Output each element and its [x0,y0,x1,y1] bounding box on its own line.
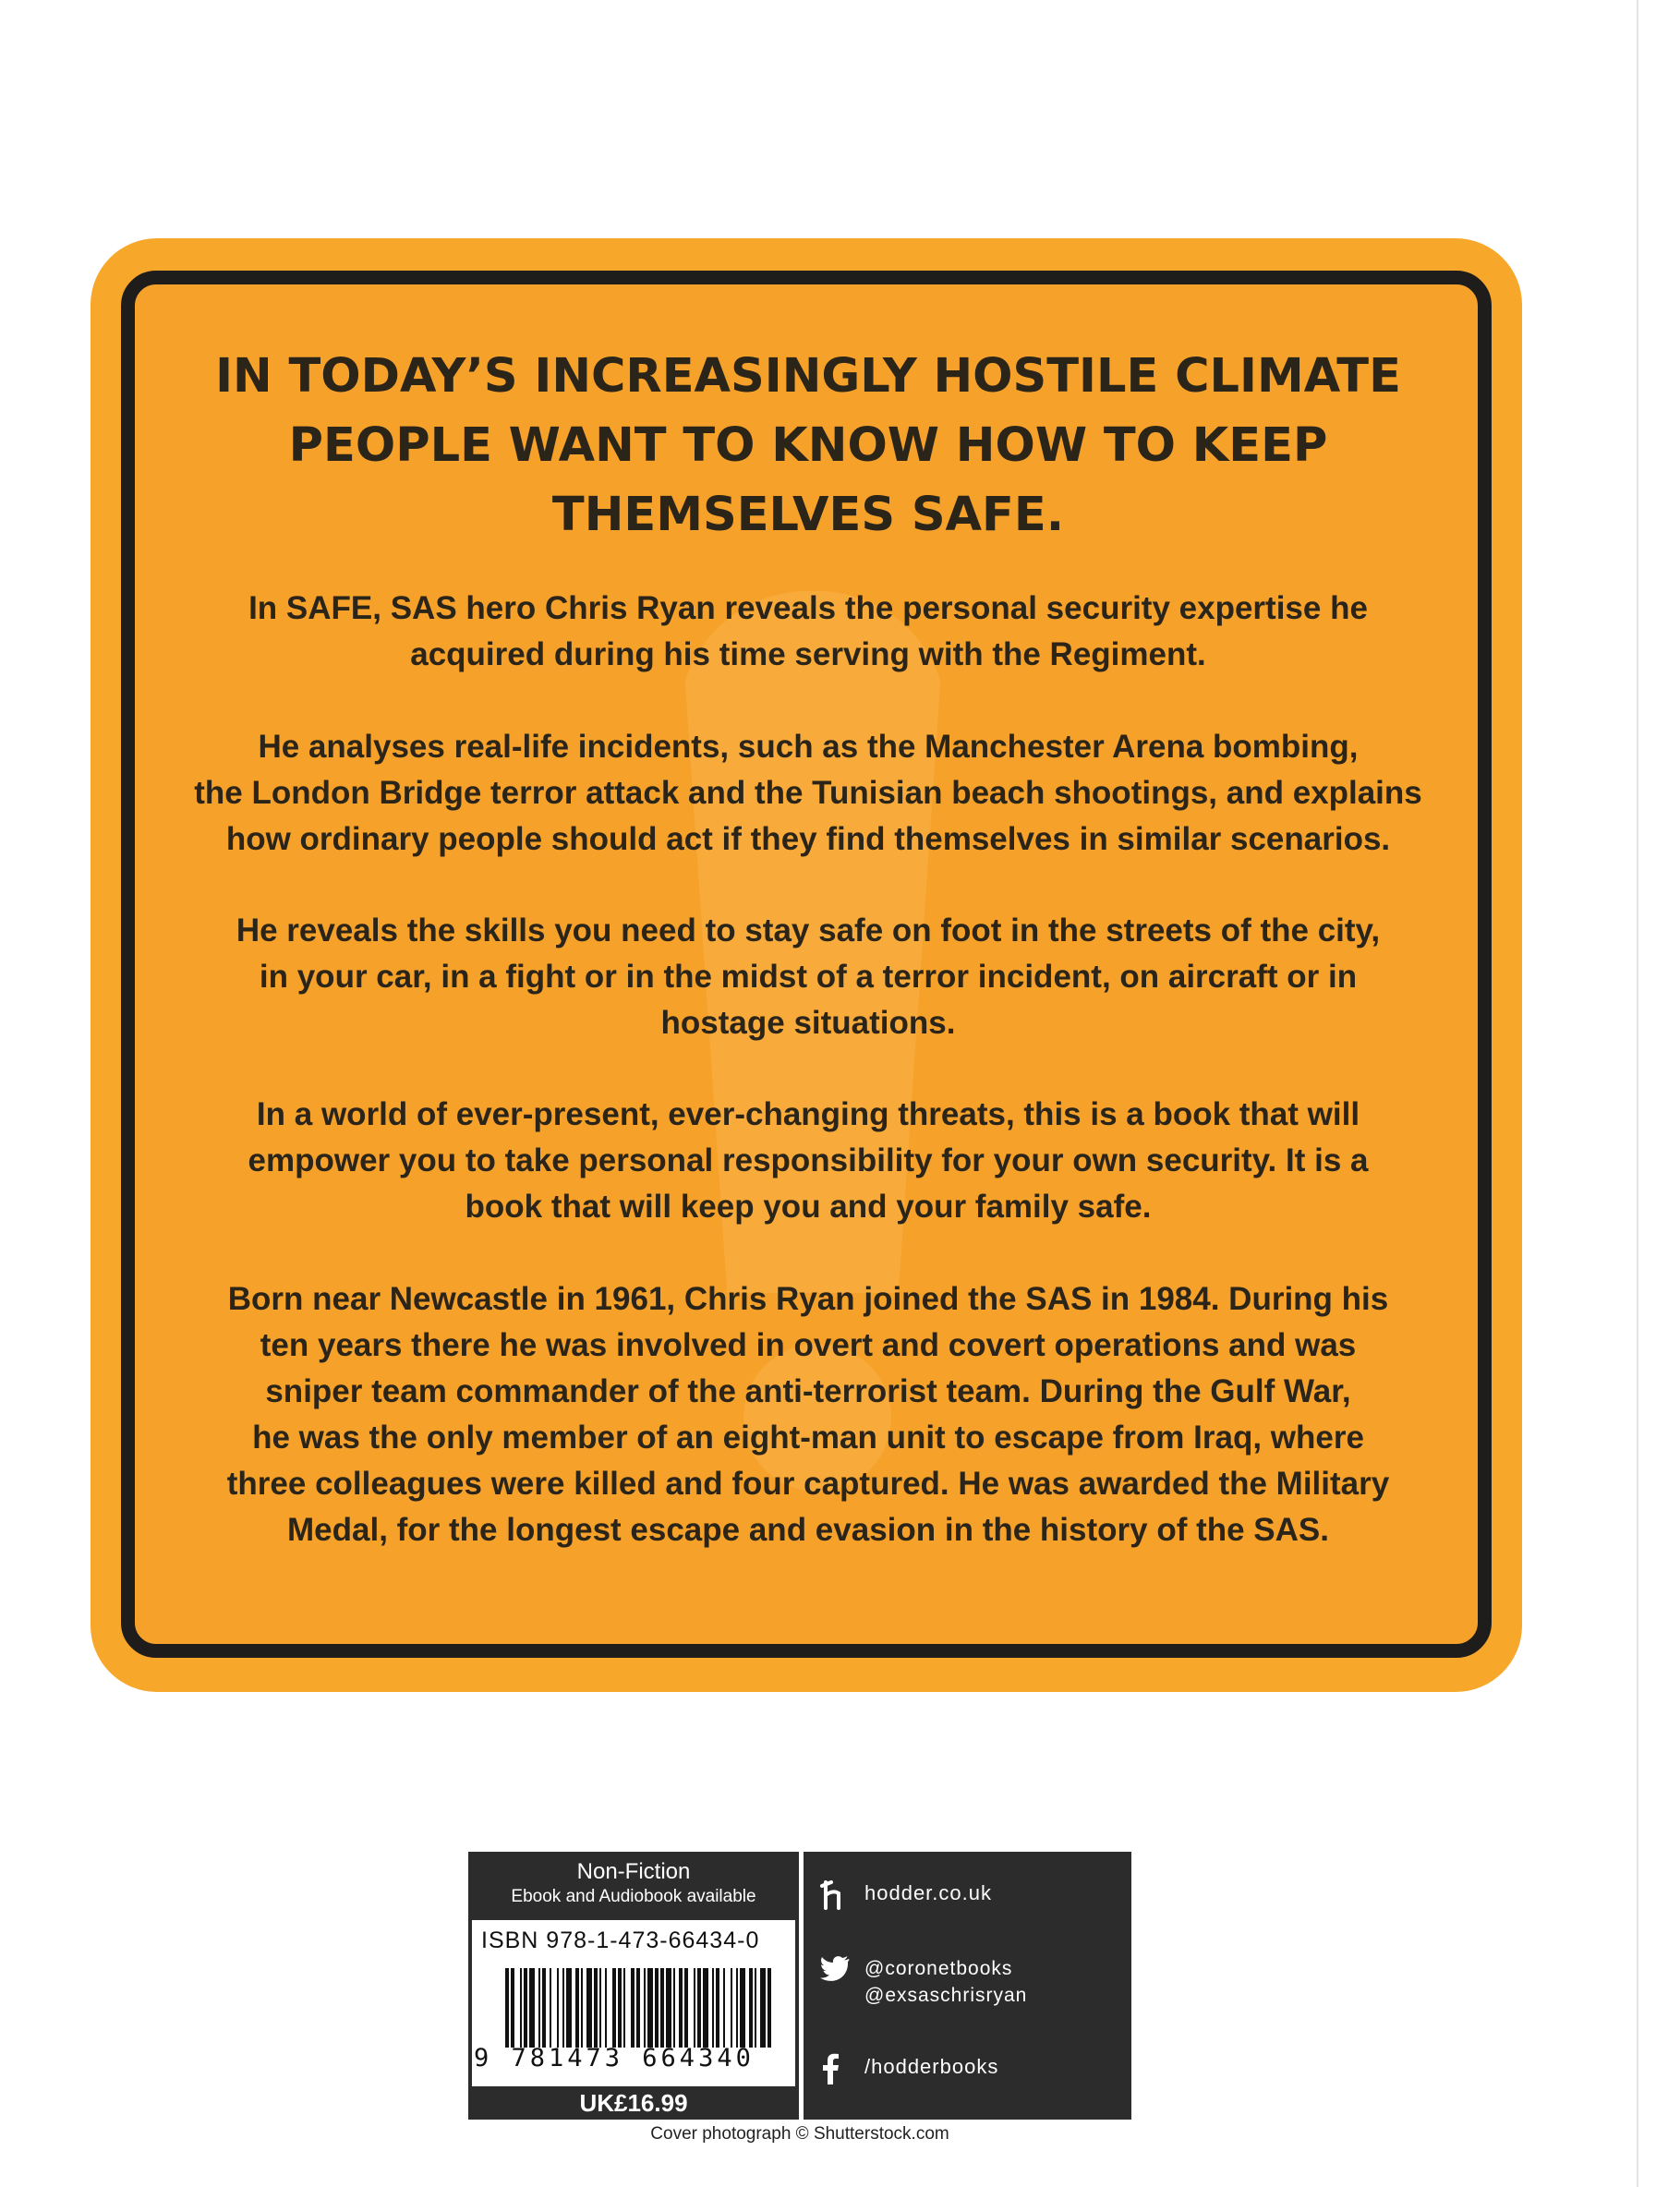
bio-line: he was the only member of an eight-man unit to escape from Iraq, where [252,1420,1364,1456]
blurb-paragraph-1 [139,586,1478,678]
blurb-line: In a world of ever-present, ever-changing threats, this is a book that will [256,1096,1360,1132]
blurb-line: in your car, in a fight or in the midst of a terror incident, on aircraft or in [259,959,1358,995]
hodder-h-icon [820,1879,852,1915]
blurb-paragraph-4 [139,1092,1478,1230]
barcode-panel [472,1920,795,2086]
facebook-row[interactable] [820,2053,998,2089]
blurb-line: He analyses real-life incidents, such as the Manchester Arena bombing, [258,729,1359,765]
blurb-paragraph-2 [139,724,1478,863]
blurb-line: He reveals the skills you need to stay safe on foot in the streets of the city, [236,912,1381,949]
genre-label: Non-Fiction [576,1859,691,1884]
barcode-block [468,1852,799,2120]
publisher-site-row[interactable] [820,1879,992,1915]
blurb-line: In SAFE, SAS hero Chris Ryan reveals the personal security expertise he [248,590,1368,626]
blurb-line: book that will keep you and your family safe. [465,1189,1152,1225]
barcode-digits: 9 781473 664340 [474,2044,755,2072]
bio-line: sniper team commander of the anti-terrorist team. During the Gulf War, [265,1373,1351,1409]
category-header [468,1852,799,1920]
bio-line: Medal, for the longest escape and evasion in the history of the SAS. [287,1512,1329,1548]
twitter-bird-icon [820,1955,852,1986]
blurb-paragraph-3 [139,908,1478,1046]
price-label: UK£16.99 [579,2089,688,2117]
publisher-block [804,1852,1131,2120]
headline-line: THEMSELVES SAFE. [551,488,1065,542]
facebook-link[interactable]: /hodderbooks [864,2055,999,2078]
twitter-handle[interactable]: @coronetbooks [864,1958,1013,1979]
headline [139,342,1478,550]
blurb-line: hostage situations. [660,1005,956,1041]
twitter-handle[interactable]: @exsaschrisryan [864,1985,1028,2006]
headline-line: PEOPLE WANT TO KNOW HOW TO KEEP [288,418,1328,473]
blurb-line: acquired during his time serving with the Regiment. [410,636,1206,672]
bio-line: three colleagues were killed and four captured. He was awarded the Military [226,1466,1390,1502]
barcode-icon [505,1968,773,2048]
cover-edge-line [1637,0,1638,2187]
headline-line: IN TODAY’S INCREASINGLY HOSTILE CLIMATE [215,349,1401,404]
bio-line: ten years there he was involved in overt and covert operations and was [260,1327,1357,1363]
isbn-label: ISBN 978-1-473-66434-0 [481,1927,760,1953]
twitter-row [820,1955,1027,2009]
cover-photo-credit: Cover photograph © Shutterstock.com [650,2124,949,2144]
publisher-site-link[interactable]: hodder.co.uk [864,1881,992,1904]
formats-label: Ebook and Audiobook available [511,1887,756,1906]
blurb-line: empower you to take personal responsibility for your own security. It is a [248,1142,1369,1178]
author-bio [139,1276,1478,1553]
blurb-line: how ordinary people should act if they find themselves in similar scenarios. [225,821,1391,857]
blurb-line: the London Bridge terror attack and the Tunisian beach shootings, and explains [194,775,1422,811]
bio-line: Born near Newcastle in 1961, Chris Ryan joined the SAS in 1984. During his [227,1281,1389,1317]
facebook-f-icon [820,2053,852,2089]
